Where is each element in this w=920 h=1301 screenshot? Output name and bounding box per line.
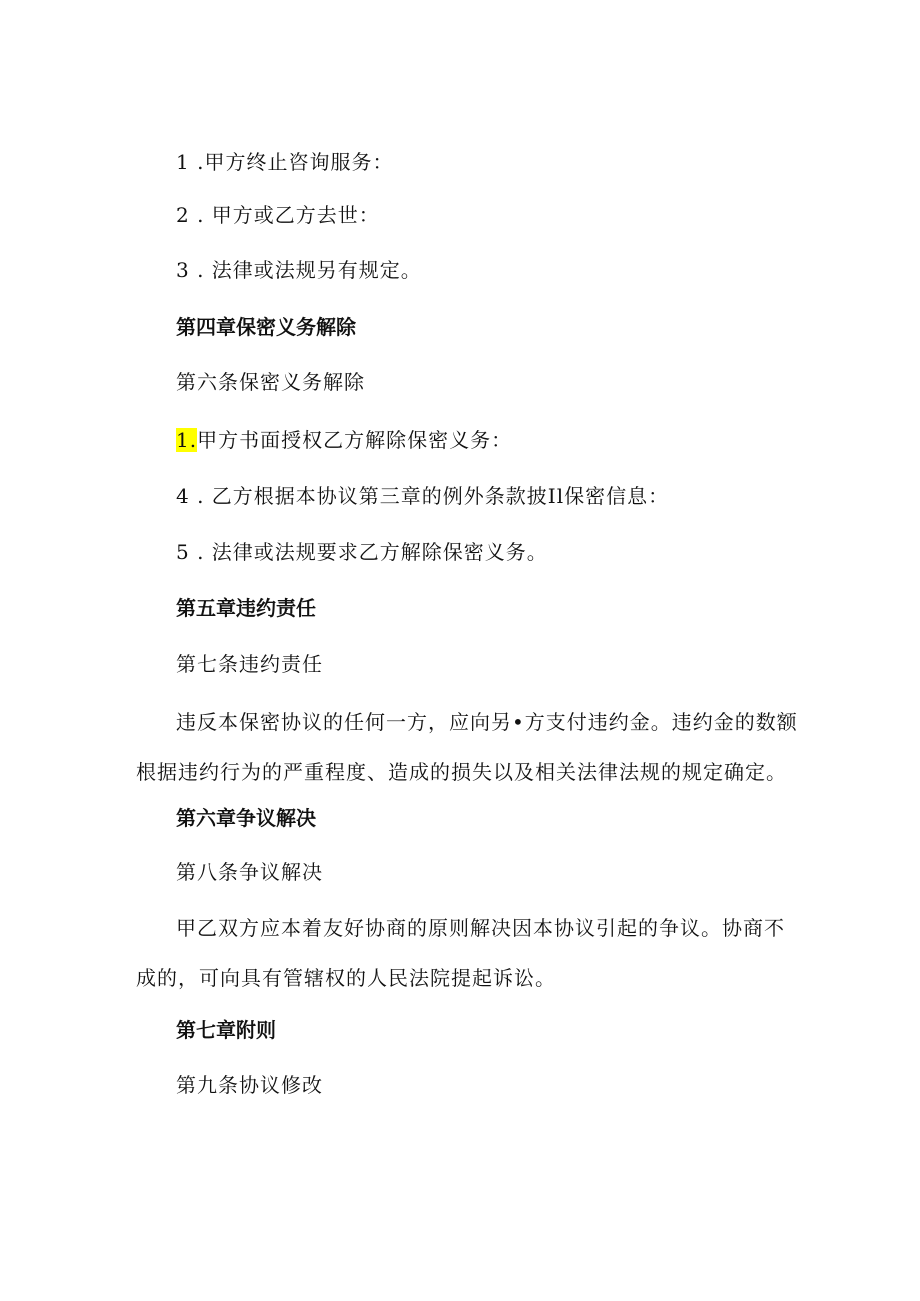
highlighted-number: 1. (176, 428, 198, 452)
list-item-5: 5 . 法律或法规要求乙方解除保密义务。 (176, 540, 548, 564)
article-7-paragraph: 违反本保密协议的任何一方，应向另•方支付违约金。违约金的数额根据违约行为的严重程度、造成的损失以及相关法律法规的规定确定。 (136, 710, 798, 784)
list-item-4: 4 . 乙方根据本协议第三章的例外条款披Il保密信息： (176, 484, 670, 508)
chapter-6-heading: 第六章争议解决 (176, 806, 316, 830)
list-item-2: 2 . 甲方或乙方去世： (176, 203, 380, 227)
article-8-paragraph: 甲乙双方应本着友好协商的原则解决因本协议引起的争议。协商不成的，可向具有管辖权的人民法院提起诉讼。 (136, 916, 785, 990)
list-item-highlighted-text: 甲方书面授权乙方解除保密义务： (197, 428, 513, 452)
article-9-title: 第九条协议修改 (176, 1073, 323, 1097)
article-8-title: 第八条争议解决 (176, 860, 323, 884)
list-item-1: 1 .甲方终止咨询服务： (176, 150, 394, 174)
list-item-3: 3 . 法律或法规另有规定。 (176, 258, 422, 282)
list-item-highlighted (176, 428, 512, 452)
chapter-5-heading: 第五章违约责任 (176, 596, 316, 620)
article-6-title: 第六条保密义务解除 (176, 370, 365, 394)
article-7-title: 第七条违约责任 (176, 652, 323, 676)
chapter-7-heading: 第七章附则 (176, 1018, 276, 1042)
chapter-4-heading: 第四章保密义务解除 (176, 315, 356, 339)
